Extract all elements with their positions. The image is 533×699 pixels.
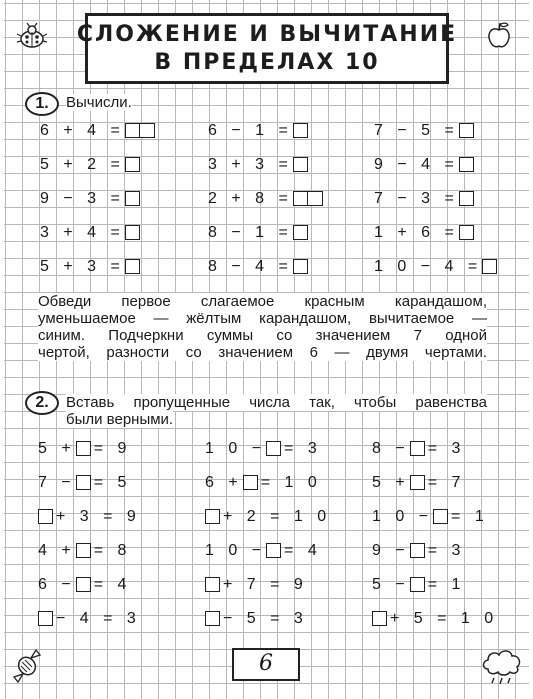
expression (208, 190, 323, 207)
equation (372, 474, 465, 491)
equation (38, 576, 131, 593)
answer-box[interactable] (293, 225, 308, 240)
ladybug-icon (14, 22, 50, 50)
expression-text: = 5 (93, 473, 132, 491)
expression (208, 122, 308, 139)
task-2-number: 2. (25, 391, 59, 415)
answer-box[interactable] (125, 123, 140, 138)
cloud-icon (480, 645, 526, 689)
expression-text: 3 + 4 = (40, 223, 125, 241)
paragraph-line: синим. Подчеркни суммы со значением 7 одной (38, 327, 487, 344)
paragraph-line: чертой, разности со значением 6 — двумя чертами. (38, 344, 487, 361)
expression-text: = 3 (284, 439, 322, 457)
equation (372, 440, 465, 457)
answer-box[interactable] (410, 577, 425, 592)
answer-box[interactable] (293, 157, 308, 172)
expression-text: = 1 (427, 575, 466, 593)
apple-icon (484, 20, 514, 50)
expression (374, 122, 474, 139)
expression-text: 9 − (372, 541, 410, 559)
equation (205, 542, 322, 559)
equation (205, 474, 322, 491)
expression (374, 190, 474, 207)
equation (372, 508, 489, 525)
expression (40, 224, 140, 241)
expression-text: 5 + (372, 473, 410, 491)
expression-text: 1 0 − (205, 439, 267, 457)
expression-text: 6 − 1 = (208, 121, 293, 139)
task-1-instruction: Вычисли. (66, 94, 132, 111)
equation (38, 610, 141, 627)
expression-text: 6 + (205, 473, 243, 491)
expression-text: + 3 = 9 (56, 507, 141, 525)
candy-icon (10, 646, 44, 686)
answer-box[interactable] (76, 543, 91, 558)
expression-text: = 3 (427, 541, 466, 559)
expression-text: 5 + 2 = (40, 155, 125, 173)
expression-text: − 5 = 3 (223, 609, 308, 627)
expression-text: + 2 = 1 0 (223, 507, 332, 525)
expression-text: 6 − (38, 575, 76, 593)
task-2-instruction-line-2: были верными. (66, 411, 174, 428)
expression-text: = 3 (427, 439, 466, 457)
answer-box[interactable] (243, 475, 258, 490)
expression (374, 156, 474, 173)
expression-text: 8 − (372, 439, 410, 457)
expression (208, 156, 308, 173)
answer-box[interactable] (38, 509, 53, 524)
expression-text: 5 − (372, 575, 410, 593)
equation (372, 576, 465, 593)
paragraph-line: уменьшаемое — жёлтым карандашом, вычитаемое — (38, 310, 487, 327)
title-line-1: СЛОЖЕНИЕ И ВЫЧИТАНИЕ (76, 21, 458, 47)
answer-box[interactable] (410, 475, 425, 490)
expression (374, 258, 497, 275)
answer-box[interactable] (372, 611, 387, 626)
expression-text: = 4 (93, 575, 132, 593)
equation (38, 508, 141, 525)
answer-box[interactable] (293, 123, 308, 138)
equation (205, 610, 308, 627)
expression-text: 7 − 3 = (374, 189, 459, 207)
answer-box[interactable] (308, 191, 323, 206)
equation (372, 610, 498, 627)
answer-box[interactable] (410, 441, 425, 456)
expression-text: 8 − 4 = (208, 257, 293, 275)
answer-box-double[interactable] (293, 191, 323, 206)
expression-text: 9 − 4 = (374, 155, 459, 173)
equation (205, 508, 331, 525)
paragraph-line: Обведи первое слагаемое красным карандашом, (38, 293, 487, 310)
answer-box[interactable] (38, 611, 53, 626)
answer-box[interactable] (459, 123, 474, 138)
expression (374, 224, 474, 241)
answer-box[interactable] (125, 191, 140, 206)
task-2-instruction-line-1: Вставь пропущенные числа так, чтобы равенства (66, 394, 487, 411)
answer-box[interactable] (125, 157, 140, 172)
answer-box[interactable] (293, 259, 308, 274)
task-2-instruction (66, 394, 487, 411)
answer-box[interactable] (482, 259, 497, 274)
answer-box[interactable] (266, 441, 281, 456)
answer-box[interactable] (205, 509, 220, 524)
expression-text: 2 + 8 = (208, 189, 293, 207)
expression-text: 1 + 6 = (374, 223, 459, 241)
expression-text: − 4 = 3 (56, 609, 141, 627)
expression (208, 258, 308, 275)
expression-text: 5 + 3 = (40, 257, 125, 275)
expression (40, 122, 155, 139)
equation (38, 474, 131, 491)
expression-text: + 5 = 1 0 (390, 609, 499, 627)
answer-box[interactable] (205, 611, 220, 626)
equation (205, 576, 308, 593)
expression-text: = 1 (451, 507, 489, 525)
answer-box[interactable] (459, 191, 474, 206)
title-line-2: В ПРЕДЕЛАХ 10 (154, 49, 380, 75)
equation (205, 440, 322, 457)
expression-text: 5 + (38, 439, 76, 457)
answer-box[interactable] (410, 543, 425, 558)
expression-text: 4 + (38, 541, 76, 559)
expression (40, 190, 140, 207)
answer-box[interactable] (76, 441, 91, 456)
answer-box[interactable] (459, 157, 474, 172)
answer-box[interactable] (266, 543, 281, 558)
expression-text: 1 0 − 4 = (374, 257, 483, 275)
expression-text: 1 0 − (205, 541, 267, 559)
expression-text: = 8 (93, 541, 132, 559)
expression-text: = 9 (93, 439, 132, 457)
answer-box-double[interactable] (125, 123, 155, 138)
task-1-number: 1. (25, 92, 59, 116)
expression-text: 7 − 5 = (374, 121, 459, 139)
expression-text: + 7 = 9 (223, 575, 308, 593)
expression (40, 156, 140, 173)
answer-box[interactable] (76, 577, 91, 592)
title-box (76, 13, 458, 84)
answer-box[interactable] (125, 225, 140, 240)
left-margin (0, 0, 4, 699)
expression-text: = 1 0 (260, 473, 322, 491)
expression-text: = 4 (284, 541, 322, 559)
expression (208, 224, 308, 241)
expression-text: 8 − 1 = (208, 223, 293, 241)
task-1-paragraph (38, 293, 487, 361)
answer-box[interactable] (125, 259, 140, 274)
answer-box[interactable] (205, 577, 220, 592)
equation (38, 440, 131, 457)
answer-box[interactable] (459, 225, 474, 240)
right-margin (529, 0, 533, 699)
equation (372, 542, 465, 559)
expression-text: 9 − 3 = (40, 189, 125, 207)
expression-text: 6 + 4 = (40, 121, 125, 139)
answer-box[interactable] (76, 475, 91, 490)
expression (40, 258, 140, 275)
answer-box[interactable] (433, 509, 448, 524)
page-number: 6 (232, 648, 300, 681)
expression-text: 1 0 − (372, 507, 434, 525)
expression-text: = 7 (427, 473, 466, 491)
expression-text: 7 − (38, 473, 76, 491)
expression-text: 3 + 3 = (208, 155, 293, 173)
answer-box[interactable] (140, 123, 155, 138)
equation (38, 542, 131, 559)
answer-box[interactable] (293, 191, 308, 206)
